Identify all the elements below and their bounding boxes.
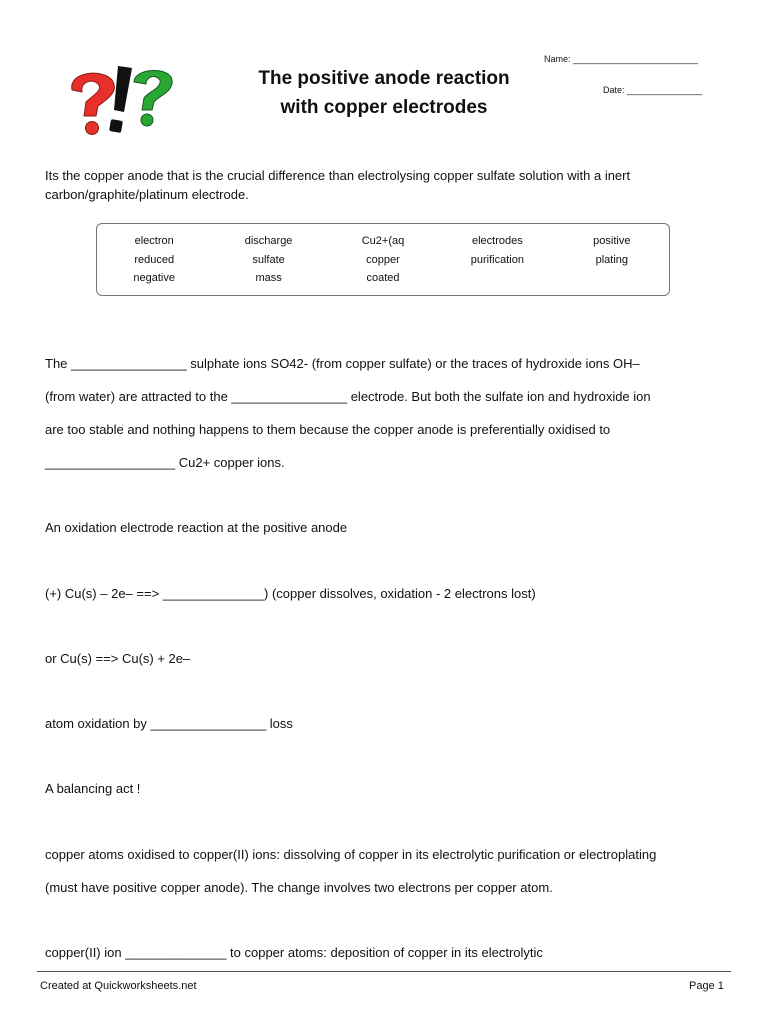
word-bank-item: negative (133, 272, 175, 284)
word-bank-item: reduced (134, 253, 175, 266)
footer-divider (37, 971, 731, 972)
body-line-2: (from water) are attracted to the ________________ electrode. But both the sulfate ion and hydroxide ion (45, 389, 651, 404)
word-bank-item: copper (366, 253, 400, 266)
word-bank-item: Cu2+(aq (361, 235, 405, 247)
body-line-12: copper(II) ion ______________ to copper atoms: deposition of copper in its electrolytic (45, 945, 543, 960)
word-bank-item: electron (134, 235, 174, 247)
name-field[interactable]: Name: _________________________ (544, 54, 699, 64)
body-line-10: copper atoms oxidised to copper(II) ions: dissolving of copper in its electrolytic purification or electroplating (45, 847, 657, 862)
body-line-11: (must have positive copper anode). The change involves two electrons per copper atom. (45, 880, 553, 895)
word-bank-item: purification (470, 253, 524, 266)
question-exclamation-logo-icon (62, 60, 180, 140)
body-line-5: An oxidation electrode reaction at the positive anode (45, 520, 348, 535)
word-bank-item: positive (593, 235, 631, 247)
body-line-7: or Cu(s) ==> Cu(s) + 2e– (45, 651, 191, 666)
word-bank-item: discharge (244, 235, 293, 247)
title-line-2: with copper electrodes (280, 97, 488, 118)
footer-credit: Created at Quickworksheets.net (40, 980, 197, 992)
body-line-4: __________________ Cu2+ copper ions. (45, 455, 285, 470)
page-number: Page 1 (689, 980, 724, 992)
title-line-1: The positive anode reaction (258, 68, 510, 89)
date-field[interactable]: Date: _______________ (603, 85, 703, 95)
word-bank (96, 223, 670, 296)
word-bank-item: plating (595, 253, 628, 266)
word-bank-item (440, 269, 554, 288)
word-bank-item: sulfate (252, 253, 285, 266)
word-bank-item: mass (255, 272, 282, 284)
intro-text: Its the copper anode that is the crucial difference than electrolysing copper sulfate solution with a inert carbon/graphite/platinum electrode. (45, 168, 631, 202)
word-bank-item (555, 269, 669, 288)
body-line-6: (+) Cu(s) – 2e– ==> ______________) (copper dissolves, oxidation - 2 electrons lost) (45, 586, 536, 601)
body-line-1: The ________________ sulphate ions SO42- (from copper sulfate) or the traces of hydroxide ions OH– (45, 356, 640, 371)
body-line-8: atom oxidation by ________________ loss (45, 716, 293, 731)
page-title (214, 64, 554, 122)
word-bank-item: coated (366, 272, 400, 284)
body-line-3: are too stable and nothing happens to them because the copper anode is preferentially oxidised to (45, 422, 611, 437)
body-line-9: A balancing act ! (45, 781, 141, 796)
word-bank-grid (97, 232, 669, 288)
word-bank-item: electrodes (472, 235, 523, 247)
